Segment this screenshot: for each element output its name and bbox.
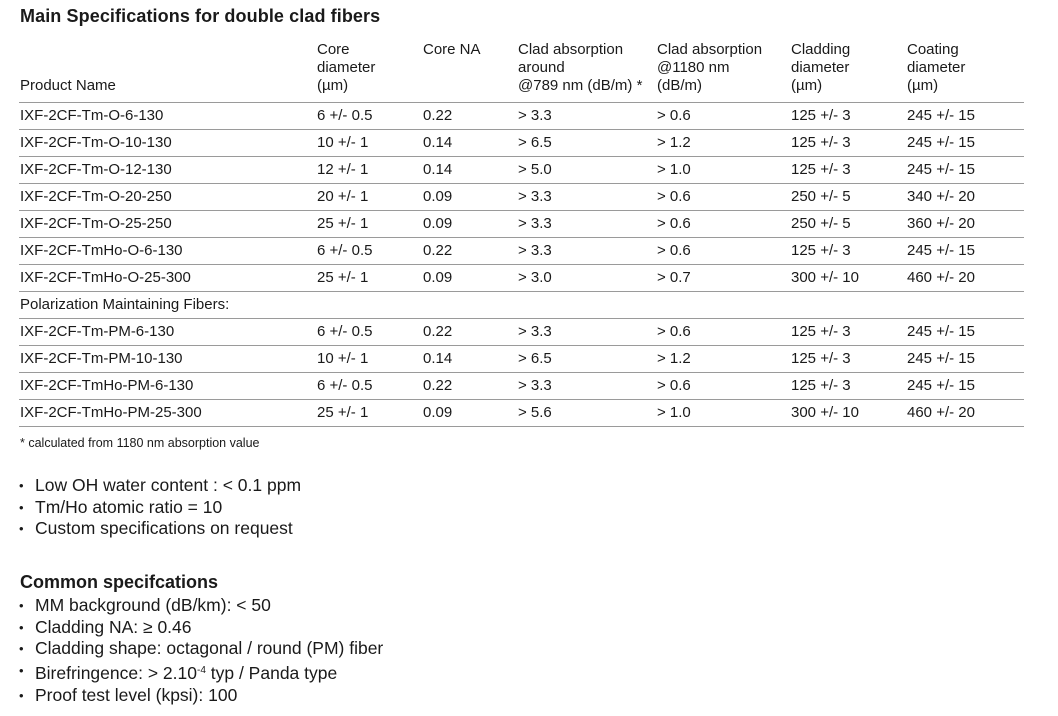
table-cell: 10 +/- 1 [316, 130, 422, 157]
table-cell: > 3.3 [517, 103, 656, 130]
header-cladding-diameter: Cladding diameter (µm) [790, 41, 906, 103]
table-cell: 0.09 [422, 211, 517, 238]
table-row [19, 346, 1024, 373]
table-cell: > 1.2 [656, 346, 790, 373]
table-row [19, 130, 1024, 157]
table-cell: > 3.3 [517, 373, 656, 400]
table-cell: 250 +/- 5 [790, 211, 906, 238]
table-cell: 125 +/- 3 [790, 103, 906, 130]
table-cell: 125 +/- 3 [790, 373, 906, 400]
section-row-pm [19, 292, 1024, 319]
table-cell: > 0.6 [656, 211, 790, 238]
table-cell: 12 +/- 1 [316, 157, 422, 184]
table-cell: IXF-2CF-Tm-O-6-130 [19, 103, 316, 130]
list-item: • MM background (dB/km): < 50 [18, 595, 383, 617]
footnote: * calculated from 1180 nm absorption value [20, 436, 260, 450]
table-cell: 340 +/- 20 [906, 184, 1024, 211]
table-cell: 125 +/- 3 [790, 346, 906, 373]
table-row [19, 103, 1024, 130]
table-row [19, 211, 1024, 238]
table-cell: > 0.6 [656, 373, 790, 400]
table-cell: > 0.6 [656, 238, 790, 265]
list-item: • Custom specifications on request [18, 518, 301, 540]
list-item: • Tm/Ho atomic ratio = 10 [18, 497, 301, 519]
birefringence-suffix: typ / Panda type [205, 663, 338, 684]
table-cell: 250 +/- 5 [790, 184, 906, 211]
table-cell: 245 +/- 15 [906, 103, 1024, 130]
table-cell: 25 +/- 1 [316, 211, 422, 238]
table-cell: 245 +/- 15 [906, 130, 1024, 157]
page-title: Main Specifications for double clad fibers [20, 6, 381, 26]
table-cell: 0.09 [422, 400, 517, 427]
table-cell: IXF-2CF-TmHo-O-6-130 [19, 238, 316, 265]
table-cell: IXF-2CF-Tm-O-12-130 [19, 157, 316, 184]
list-item: • Proof test level (kpsi): 100 [18, 685, 383, 707]
table-cell: 25 +/- 1 [316, 265, 422, 292]
table-cell: IXF-2CF-Tm-O-25-250 [19, 211, 316, 238]
table-row [19, 373, 1024, 400]
table-header-row [19, 41, 1024, 103]
table-cell: IXF-2CF-Tm-O-20-250 [19, 184, 316, 211]
table-cell: > 5.6 [517, 400, 656, 427]
table-cell: 6 +/- 0.5 [316, 319, 422, 346]
table-cell: 10 +/- 1 [316, 346, 422, 373]
table-cell: 125 +/- 3 [790, 130, 906, 157]
table-cell: > 3.3 [517, 211, 656, 238]
table-cell: > 3.3 [517, 319, 656, 346]
table-cell: 125 +/- 3 [790, 157, 906, 184]
table-cell: 0.22 [422, 319, 517, 346]
table-cell: 0.22 [422, 238, 517, 265]
table-cell: > 6.5 [517, 130, 656, 157]
table-cell: > 0.7 [656, 265, 790, 292]
table-cell: 360 +/- 20 [906, 211, 1024, 238]
table-cell: 460 +/- 20 [906, 265, 1024, 292]
list-item: • Cladding NA: ≥ 0.46 [18, 617, 383, 639]
table-cell: > 0.6 [656, 184, 790, 211]
table-row [19, 400, 1024, 427]
table-cell: 245 +/- 15 [906, 373, 1024, 400]
table-row [19, 265, 1024, 292]
table-cell: > 3.0 [517, 265, 656, 292]
header-core-na: Core NA [422, 41, 517, 103]
table-cell: 460 +/- 20 [906, 400, 1024, 427]
table-cell: 0.09 [422, 265, 517, 292]
table-cell: > 3.3 [517, 184, 656, 211]
table-cell: 0.22 [422, 373, 517, 400]
table-cell: 300 +/- 10 [790, 265, 906, 292]
table-cell: 0.14 [422, 346, 517, 373]
table-cell: 125 +/- 3 [790, 319, 906, 346]
table-row [19, 157, 1024, 184]
table-cell: 245 +/- 15 [906, 319, 1024, 346]
table-row [19, 238, 1024, 265]
table-cell: 6 +/- 0.5 [316, 373, 422, 400]
table-cell: > 0.6 [656, 103, 790, 130]
table-cell: IXF-2CF-TmHo-PM-6-130 [19, 373, 316, 400]
table-cell: > 6.5 [517, 346, 656, 373]
table-cell: 245 +/- 15 [906, 346, 1024, 373]
table-cell: 0.22 [422, 103, 517, 130]
table-cell: 245 +/- 15 [906, 238, 1024, 265]
table-cell: IXF-2CF-TmHo-O-25-300 [19, 265, 316, 292]
common-specs-title: Common specifcations [20, 572, 219, 592]
common-specs-list [18, 595, 383, 707]
table-cell: 0.09 [422, 184, 517, 211]
header-core-diameter: Core diameter (µm) [316, 41, 422, 103]
table-cell: IXF-2CF-Tm-PM-6-130 [19, 319, 316, 346]
table-cell: 20 +/- 1 [316, 184, 422, 211]
table-cell: 300 +/- 10 [790, 400, 906, 427]
table-cell: 6 +/- 0.5 [316, 103, 422, 130]
table-cell: 6 +/- 0.5 [316, 238, 422, 265]
table-cell: > 0.6 [656, 319, 790, 346]
table-cell: 0.14 [422, 130, 517, 157]
table-cell: > 1.2 [656, 130, 790, 157]
table-cell: > 1.0 [656, 400, 790, 427]
table-cell: 25 +/- 1 [316, 400, 422, 427]
table-cell: 125 +/- 3 [790, 238, 906, 265]
table-cell: IXF-2CF-Tm-O-10-130 [19, 130, 316, 157]
header-clad-abs-1180: Clad absorption @1180 nm (dB/m) [656, 41, 790, 103]
list-item: • Cladding shape: octagonal / round (PM) fiber [18, 638, 383, 660]
list-item: • Low OH water content : < 0.1 ppm [18, 475, 301, 497]
table-cell: 0.14 [422, 157, 517, 184]
header-clad-abs-789: Clad absorption around @789 nm (dB/m) * [517, 41, 656, 103]
table-cell: > 1.0 [656, 157, 790, 184]
table-cell: IXF-2CF-Tm-PM-10-130 [19, 346, 316, 373]
table-row [19, 319, 1024, 346]
table-cell: > 3.3 [517, 238, 656, 265]
birefringence-text: Birefringence: > 2.10 [35, 663, 197, 684]
table-row [19, 184, 1024, 211]
spec-table [19, 41, 1024, 427]
table-cell: 245 +/- 15 [906, 157, 1024, 184]
table-cell: > 5.0 [517, 157, 656, 184]
feature-list [18, 475, 301, 540]
section-label: Polarization Maintaining Fibers: [19, 292, 1024, 319]
birefringence-exponent: -4 [196, 665, 206, 677]
header-coating-diameter: Coating diameter (µm) [906, 41, 1024, 103]
table-cell: IXF-2CF-TmHo-PM-25-300 [19, 400, 316, 427]
list-item-birefringence [18, 660, 383, 685]
header-product-name: Product Name [19, 41, 316, 103]
